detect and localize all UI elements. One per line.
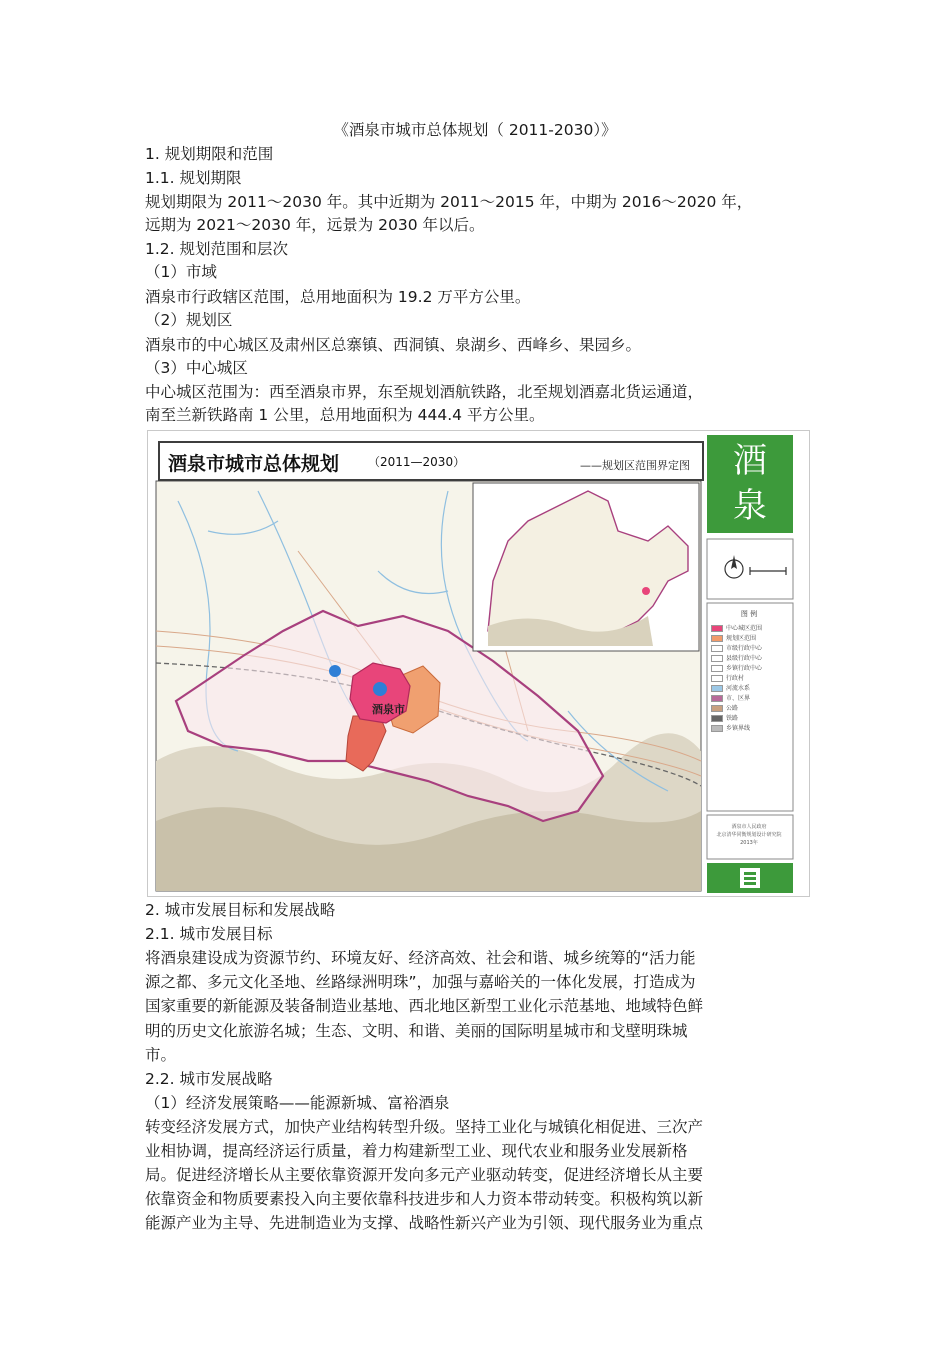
legend-item xyxy=(711,673,744,682)
text-line: 明的历史文化旅游名城；生态、文明、和谐、美丽的国际明星城市和戈壁明珠城 xyxy=(145,1022,688,1040)
legend-item xyxy=(711,723,750,732)
legend-label: 乡镇行政中心 xyxy=(726,665,763,672)
text-line: 远期为 2021～2030 年，远景为 2030 年以后。 xyxy=(145,216,485,234)
legend-label: 中心城区范围 xyxy=(726,625,763,632)
legend-label: 规划区范围 xyxy=(726,635,757,642)
inset-city-marker xyxy=(642,587,650,595)
legend-item xyxy=(711,683,750,692)
text-line: （1）经济发展策略——能源新城、富裕酒泉 xyxy=(145,1094,450,1112)
legend-item xyxy=(711,713,738,722)
legend-swatch xyxy=(711,675,723,682)
legend-label: 市、区界 xyxy=(726,695,751,702)
text-line: 将酒泉建设成为资源节约、环境友好、经济高效、社会和谐、城乡统筹的“活力能 xyxy=(145,949,696,967)
legend-item xyxy=(711,653,762,662)
city-label: 酒泉市 xyxy=(372,703,405,716)
legend-label: 公路 xyxy=(726,705,739,712)
credit-line: 酒泉市人民政府 xyxy=(731,824,767,830)
text-line: 转变经济发展方式，加快产业结构转型升级。坚持工业化与城镇化相促进、三次产 xyxy=(145,1118,704,1136)
legend-swatch xyxy=(711,635,723,642)
legend-swatch xyxy=(711,625,723,632)
credit-panel xyxy=(707,823,793,847)
text-line: 2.2. 城市发展战略 xyxy=(145,1070,273,1088)
legend-item xyxy=(711,643,762,652)
legend-item xyxy=(711,663,762,672)
text-line: （3）中心城区 xyxy=(145,359,248,377)
text-line: 酒泉市的中心城区及肃州区总寨镇、西洞镇、泉湖乡、西峰乡、果园乡。 xyxy=(145,336,642,354)
text-line: 2. 城市发展目标和发展战略 xyxy=(145,901,336,919)
legend-panel xyxy=(707,603,793,811)
legend-swatch xyxy=(711,665,723,672)
credit-line: 2013年 xyxy=(740,840,758,846)
map-years: （2011—2030） xyxy=(368,455,466,469)
legend-item xyxy=(711,693,750,702)
legend-label: 行政村 xyxy=(726,675,745,682)
legend-item xyxy=(711,623,762,632)
text-line: 规划期限为 2011～2030 年。其中近期为 2011～2015 年，中期为 2016～2020 年， xyxy=(145,193,753,211)
legend-swatch xyxy=(711,655,723,662)
legend-item xyxy=(711,703,738,712)
county-center-dot xyxy=(329,665,341,677)
legend-swatch xyxy=(711,715,723,722)
legend-label: 河流水系 xyxy=(726,685,751,692)
logo-panel xyxy=(707,435,793,533)
logo-calligraphy: 酒 泉 xyxy=(733,441,767,526)
legend-label: 县级行政中心 xyxy=(726,655,763,662)
legend-label: 乡镇界线 xyxy=(726,725,751,732)
map-title-box xyxy=(158,441,704,481)
text-line: 中心城区范围为：西至酒泉市界，东至规划酒航铁路，北至规划酒嘉北货运通道， xyxy=(145,383,704,401)
text-line: 国家重要的新能源及装备制造业基地、西北地区新型工业化示范基地、地域特色鲜 xyxy=(145,997,704,1015)
city-center-dot xyxy=(373,682,387,696)
text-line: 1. 规划期限和范围 xyxy=(145,145,274,163)
legend-label: 市级行政中心 xyxy=(726,645,763,652)
map-subtitle: ——规划区范围界定图 xyxy=(580,459,690,472)
text-line: 南至兰新铁路南 1 公里，总用地面积为 444.4 平方公里。 xyxy=(145,406,545,424)
planning-map-figure xyxy=(147,430,810,897)
legend-item xyxy=(711,633,756,642)
legend-swatch xyxy=(711,705,723,712)
text-line: 业相协调，提高经济运行质量，着力构建新型工业、现代农业和服务业发展新格 xyxy=(145,1142,688,1160)
text-line: （2）规划区 xyxy=(145,311,233,329)
legend-swatch xyxy=(711,695,723,702)
text-line: 1.1. 规划期限 xyxy=(145,169,242,187)
text-line: 源之都、多元文化圣地、丝路绿洲明珠”，加强与嘉峪关的一体化发展，打造成为 xyxy=(145,973,696,991)
legend-label: 铁路 xyxy=(726,715,739,722)
text-line: （1）市域 xyxy=(145,263,217,281)
text-line: 市。 xyxy=(145,1046,177,1064)
legend-title: 图 例 xyxy=(740,610,758,618)
text-line: 酒泉市行政辖区范围，总用地面积为 19.2 万平方公里。 xyxy=(145,288,531,306)
legend-swatch xyxy=(711,685,723,692)
map-title: 酒泉市城市总体规划 xyxy=(168,453,340,475)
legend-swatch xyxy=(711,645,723,652)
document-title: 《酒泉市城市总体规划（ 2011-2030）》 xyxy=(333,121,617,139)
credit-line: 北京清华同衡规划设计研究院 xyxy=(716,832,782,838)
legend-swatch xyxy=(711,725,723,732)
text-line: 2.1. 城市发展目标 xyxy=(145,925,273,943)
text-line: 局。促进经济增长从主要依靠资源开发向多元产业驱动转变，促进经济增长从主要 xyxy=(145,1166,704,1184)
text-line: 1.2. 规划范围和层次 xyxy=(145,240,289,258)
text-line: 依靠资金和物质要素投入向主要依靠科技进步和人力资本带动转变。积极构筑以新 xyxy=(145,1190,704,1208)
text-line: 能源产业为主导、先进制造业为支撑、战略性新兴产业为引领、现代服务业为重点 xyxy=(145,1214,704,1232)
